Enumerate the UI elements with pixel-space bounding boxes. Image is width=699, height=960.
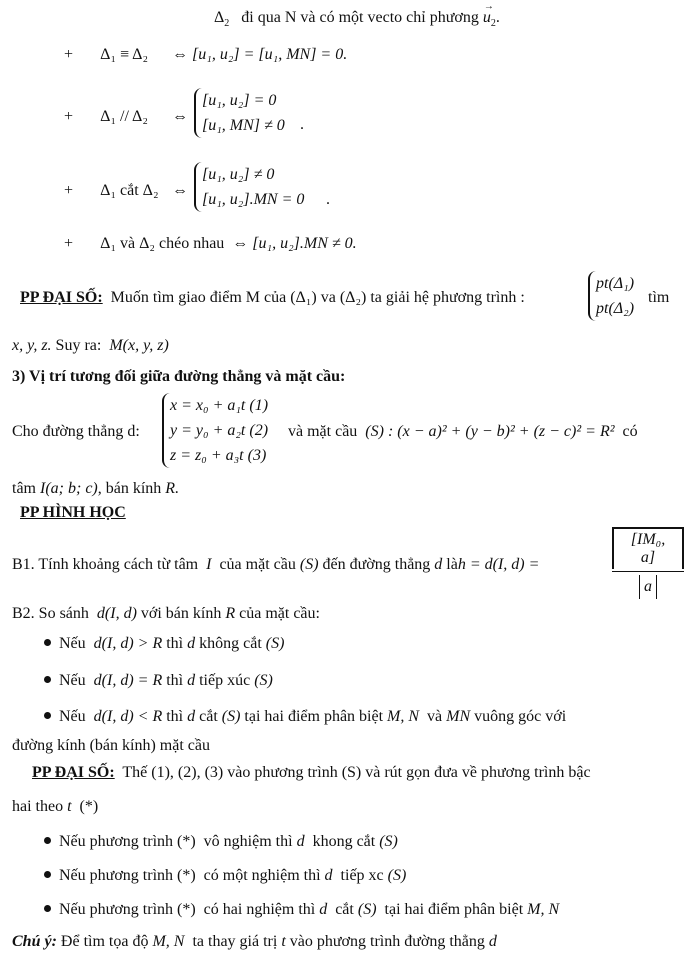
tail-text: có [622,423,638,440]
case-d: d [324,867,333,884]
case-MN2: MN [446,708,471,725]
fraction-numerator: [IM₀, a] [612,527,684,569]
b1-d: d [434,556,443,573]
case-e: tại hai điểm phân biệt [244,708,384,725]
condition-intersect [64,181,159,201]
b2-dI: d(I, d) [96,605,137,622]
bullet-icon [44,676,51,683]
case-d: d [187,635,196,652]
plus-bullet: + [64,182,74,199]
case-d: d [296,833,305,850]
center-line [12,479,179,499]
case-d: d [187,708,196,725]
radius-symbol: R. [165,480,180,497]
equiv-arrow: ⇔ [172,108,188,125]
system-row-2: y = y₀ + a₂t (2) [170,422,269,439]
note-MN: M, N [152,933,185,950]
case-c: tiếp xc [340,867,384,884]
b1-I: I [206,556,212,573]
case-S: (S) [265,635,285,652]
condition-rhs: ⇔ [u₁, u₂].MN ≠ 0. [232,235,357,252]
case-text: Nếu [59,708,86,725]
plus-bullet: + [64,46,74,63]
case-text: Nếu phương trình [59,867,174,884]
case-S: (S) [357,901,377,918]
line-text: đi qua N và có một vecto chỉ phương [241,9,479,26]
eq-case-none [44,832,398,852]
system-row-2: [u₁, u₂].MN = 0 [202,191,305,208]
b2-text2: với bán kính [140,605,222,622]
b1-text3: đến đường thẳng [322,556,431,573]
b1-text4: là [446,556,458,573]
case-cond: d(I, d) < R [93,708,163,725]
method-text: Thế (1), (2), (3) vào phương trình (S) và rút gọn đưa về phương trình bậc [122,764,591,781]
algebra-method-2-cont [12,797,98,817]
case-result: tiếp xúc [199,672,251,689]
case-S: (S) [379,833,398,850]
b1-h: h = d(I, d) = [457,556,540,573]
system-row-3: z = z₀ + a₃t (3) [170,447,267,464]
b1-text2: của mặt cầu [219,556,296,573]
case-b: vô nghiệm thì [203,833,293,850]
algebra-method-1-cont [12,336,169,356]
fraction-denominator: a [639,575,657,599]
case-g: vuông góc với [474,708,567,725]
b1-S: (S) [299,556,319,573]
equiv-arrow: ⇔ [172,182,188,199]
eq-case-two [44,900,559,920]
system-row-2: pt(Δ₂) [596,300,635,317]
b2-R: R [225,605,236,622]
vector-u: → u [483,8,491,28]
line-d-prefix [12,422,140,442]
bullet-icon [44,871,51,878]
system-row-1: pt(Δ₁) [596,275,635,292]
condition-skew [64,234,357,254]
note-text3: vào phương trình đường thẳng [289,933,485,950]
case-tangent [44,671,273,691]
bullet-icon [44,639,51,646]
case-c: cắt [335,901,354,918]
result-point: M(x, y, z) [109,337,169,354]
case-S: (S) [254,672,273,689]
case-MN: M, N [387,708,420,725]
arrow [172,181,188,201]
case-MN: M, N [527,901,560,918]
case-e: tại hai điểm phân biệt [384,901,524,918]
geo-label-text: PP HÌNH HỌC [20,504,126,521]
line-end: . [495,9,500,26]
b2-text3: của mặt cầu: [239,605,320,622]
case-intersect-cont [12,736,210,756]
bullet-icon [44,905,51,912]
system-row-1: [u₁, u₂] ≠ 0 [202,166,275,183]
fraction-bar [612,571,684,572]
note-d: d [488,933,497,950]
note-text: Để tìm tọa độ [60,933,149,950]
case-thi: thì [166,708,184,725]
case-b: có một nghiệm thì [203,867,321,884]
case-text: Nếu phương trình [59,901,174,918]
tail-word [648,288,669,308]
condition-parallel [64,107,148,127]
system-line-d [162,393,268,468]
cont-text: đường kính (bán kính) mặt cầu [12,737,210,754]
step-b2 [12,604,320,624]
note-line [12,932,497,952]
case-result: không cắt [199,635,262,652]
bullet-icon [44,712,51,719]
case-cond: d(I, d) = R [93,672,163,689]
case-star: (*) [177,833,196,850]
case-text: Nếu [59,672,86,689]
system-intersect [194,162,304,212]
prefix-text: Cho đường thẳng d: [12,423,140,440]
condition-lhs: Δ₁ // Δ₂ [100,108,148,125]
sphere-S: (S) [365,423,384,440]
period: . [326,191,330,208]
vars: x, y, z. [12,337,52,354]
case-no-intersect [44,634,284,654]
case-result: cắt [199,708,218,725]
system-row-1: x = x₀ + a₁t (1) [170,397,269,414]
geometry-method-label [20,503,126,523]
case-star: (*) [177,901,196,918]
cont-text: hai theo [12,798,64,815]
case-c: khong cắt [312,833,376,850]
suy-ra: Suy ra: [55,337,102,354]
vector-sub: 2 [490,18,496,30]
condition-lhs: Δ₁ cắt Δ₂ [100,182,159,199]
case-S: (S) [387,867,407,884]
case-thi: thì [166,672,184,689]
case-text: Nếu [59,635,86,652]
sphere-eq: : (x − a)² + (y − b)² + (z − c)² = R² [387,423,615,440]
case-intersect [44,707,566,727]
line-delta2 [214,8,500,34]
var-t: t [67,798,72,815]
case-b: có hai nghiệm thì [203,901,316,918]
delta-symbol: Δ [214,9,225,26]
center-point: I(a; b; c) [40,480,98,497]
case-star: (*) [177,867,196,884]
arrow [172,107,188,127]
section-title [12,367,345,387]
end-dot [326,190,330,210]
end-dot [300,115,304,135]
eq-case-one [44,866,406,886]
period: . [300,116,304,133]
b2-text: B2. So sánh [12,605,89,622]
section-title-text: 3) Vị trí tương đối giữa đường thẳng và mặt cầu: [12,368,346,385]
star-eq: (*) [79,798,99,815]
condition-rhs: ⇔ [u₁, u₂] = [u₁, MN] = 0. [172,46,348,63]
distance-fraction [612,527,684,599]
case-cond: d(I, d) > R [93,635,163,652]
condition-coincide [64,45,347,65]
condition-lhs: Δ₁ ≡ Δ₂ [100,46,149,63]
case-text: Nếu phương trình [59,833,174,850]
delta-sub: 2 [224,18,230,30]
radius-text: , bán kính [97,480,162,497]
note-text2: ta thay giá trị [192,933,278,950]
plus-bullet: + [64,235,74,252]
method-label: PP ĐẠI SỐ: [32,764,115,781]
b1-text: B1. Tính khoảng cách từ tâm [12,556,199,573]
step-b1 [12,555,539,575]
algebra-method-1 [20,288,525,308]
case-d: d [187,672,196,689]
bullet-icon [44,837,51,844]
mid-text: và mặt cầu [288,423,358,440]
case-S: (S) [221,708,241,725]
system-pt [588,271,634,321]
note-t: t [281,933,286,950]
case-d: d [319,901,328,918]
plus-bullet: + [64,108,74,125]
system-parallel [194,88,285,138]
method-text: Muốn tìm giao điểm M của (Δ₁) va (Δ₂) ta giải hệ phương trình : [110,289,525,306]
tam-text: tâm [12,480,36,497]
algebra-method-2 [32,763,591,783]
system-row-1: [u₁, u₂] = 0 [202,92,277,109]
system-row-2: [u₁, MN] ≠ 0 [202,117,285,134]
case-thi: thì [166,635,184,652]
tail-text: tìm [648,289,670,306]
method-label: PP ĐẠI SỐ: [20,289,103,306]
condition-lhs: Δ₁ và Δ₂ chéo nhau [100,235,225,252]
sphere-equation [288,422,638,442]
case-f: và [427,708,443,725]
note-label: Chú ý: [12,933,57,950]
